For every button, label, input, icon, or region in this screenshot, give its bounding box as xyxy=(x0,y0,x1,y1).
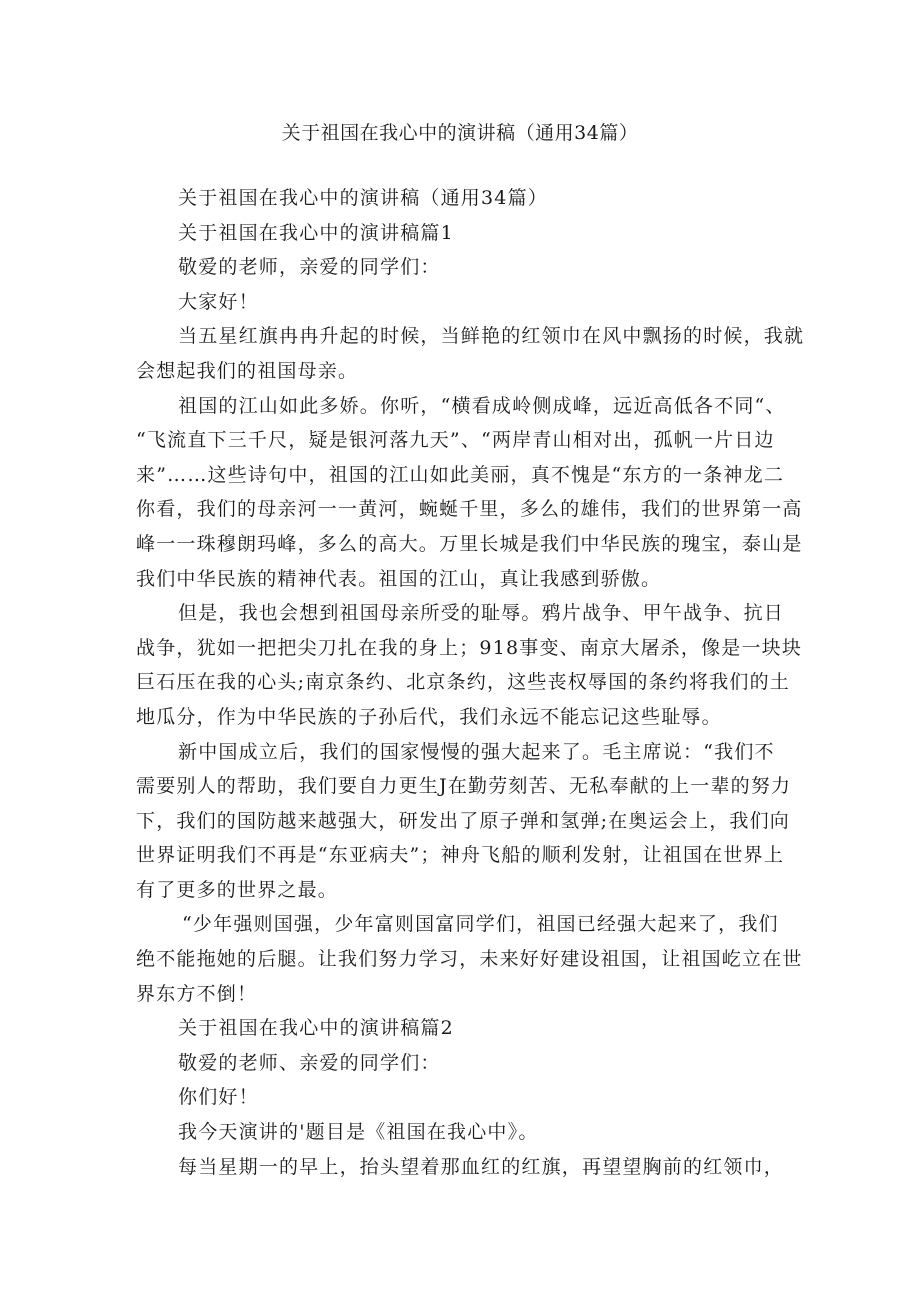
salutation: 敬爱的老师、亲爱的同学们： xyxy=(178,1051,441,1074)
salutation: 敬爱的老师，亲爱的同学们： xyxy=(178,256,441,279)
body-line: 当五星红旗冉冉升起的时候，当鲜艳的红领巾在风中飘扬的时候，我就 xyxy=(178,325,805,348)
body-line: 有了更多的世界之最。 xyxy=(136,878,339,901)
body-line: 界东方不倒！ xyxy=(136,982,258,1005)
body-line: “少年强则国强，少年富则国富同学们，祖国已经强大起来了，我们 xyxy=(182,913,779,936)
section-heading: 关于祖国在我心中的演讲稿篇2 xyxy=(178,1017,454,1040)
body-line: 新中国成立后，我们的国家慢慢的强大起来了。毛主席说：“我们不 xyxy=(178,740,775,763)
body-line: 下，我们的国防越来越强大，研发出了原子弹和氢弹;在奥运会上，我们向 xyxy=(136,809,791,832)
document-title: 关于祖国在我心中的演讲稿（通用34篇） xyxy=(281,122,639,144)
body-line: “飞流直下三千尺，疑是银河落九天”、“两岸青山相对出，孤帆一片日边 xyxy=(136,429,775,452)
body-line: 来”……这些诗句中，祖国的江山如此美丽，真不愧是“东方的一条神龙二 xyxy=(136,463,785,486)
body-line: 但是，我也会想到祖国母亲所受的耻辱。鸦片战争、甲午战争、抗日 xyxy=(178,602,785,625)
body-line: 需要别人的帮助，我们要自力更生J在勤劳刻苦、无私奉献的上一辈的努力 xyxy=(136,775,792,798)
body-line: 我今天演讲的'题目是《祖国在我心中》。 xyxy=(178,1121,539,1144)
body-line: 绝不能拖她的后腿。让我们努力学习，未来好好建设祖国，让祖国屹立在世 xyxy=(136,948,803,971)
body-line: 巨石压在我的心头;南京条约、北京条约，这些丧权辱国的条约将我们的土 xyxy=(136,671,791,694)
body-line: 会想起我们的祖国母亲。 xyxy=(136,359,359,382)
body-line: 你看，我们的母亲河一一黄河，蜿蜒千里，多么的雄伟，我们的世界第一高 xyxy=(136,498,803,521)
document-body xyxy=(136,181,805,1184)
body-line: 我们中华民族的精神代表。祖国的江山，真让我感到骄傲。 xyxy=(136,567,662,590)
body-line: 峰一一珠穆朗玛峰，多么的高大。万里长城是我们中华民族的瑰宝，泰山是 xyxy=(136,532,803,555)
body-line: 每当星期一的早上，抬头望着那血红的红旗，再望望胸前的红领巾， xyxy=(178,1155,785,1178)
greeting: 大家好！ xyxy=(178,290,259,313)
body-line: 战争，犹如一把把尖刀扎在我的身上；918事变、南京大屠杀，像是一块块 xyxy=(136,636,803,659)
section-heading: 关于祖国在我心中的演讲稿篇1 xyxy=(178,221,454,244)
body-line: 地瓜分，作为中华民族的子孙后代，我们永远不能忘记这些耻辱。 xyxy=(136,705,722,728)
body-line: 关于祖国在我心中的演讲稿（通用34篇） xyxy=(178,187,548,209)
greeting: 你们好！ xyxy=(178,1086,259,1109)
body-line: 世界证明我们不再是“东亚病夫”；神舟飞船的顺利发射，让祖国在世界上 xyxy=(136,844,785,867)
body-line: 祖国的江山如此多娇。你听，“横看成岭侧成峰，远近高低各不同“、 xyxy=(178,394,786,417)
